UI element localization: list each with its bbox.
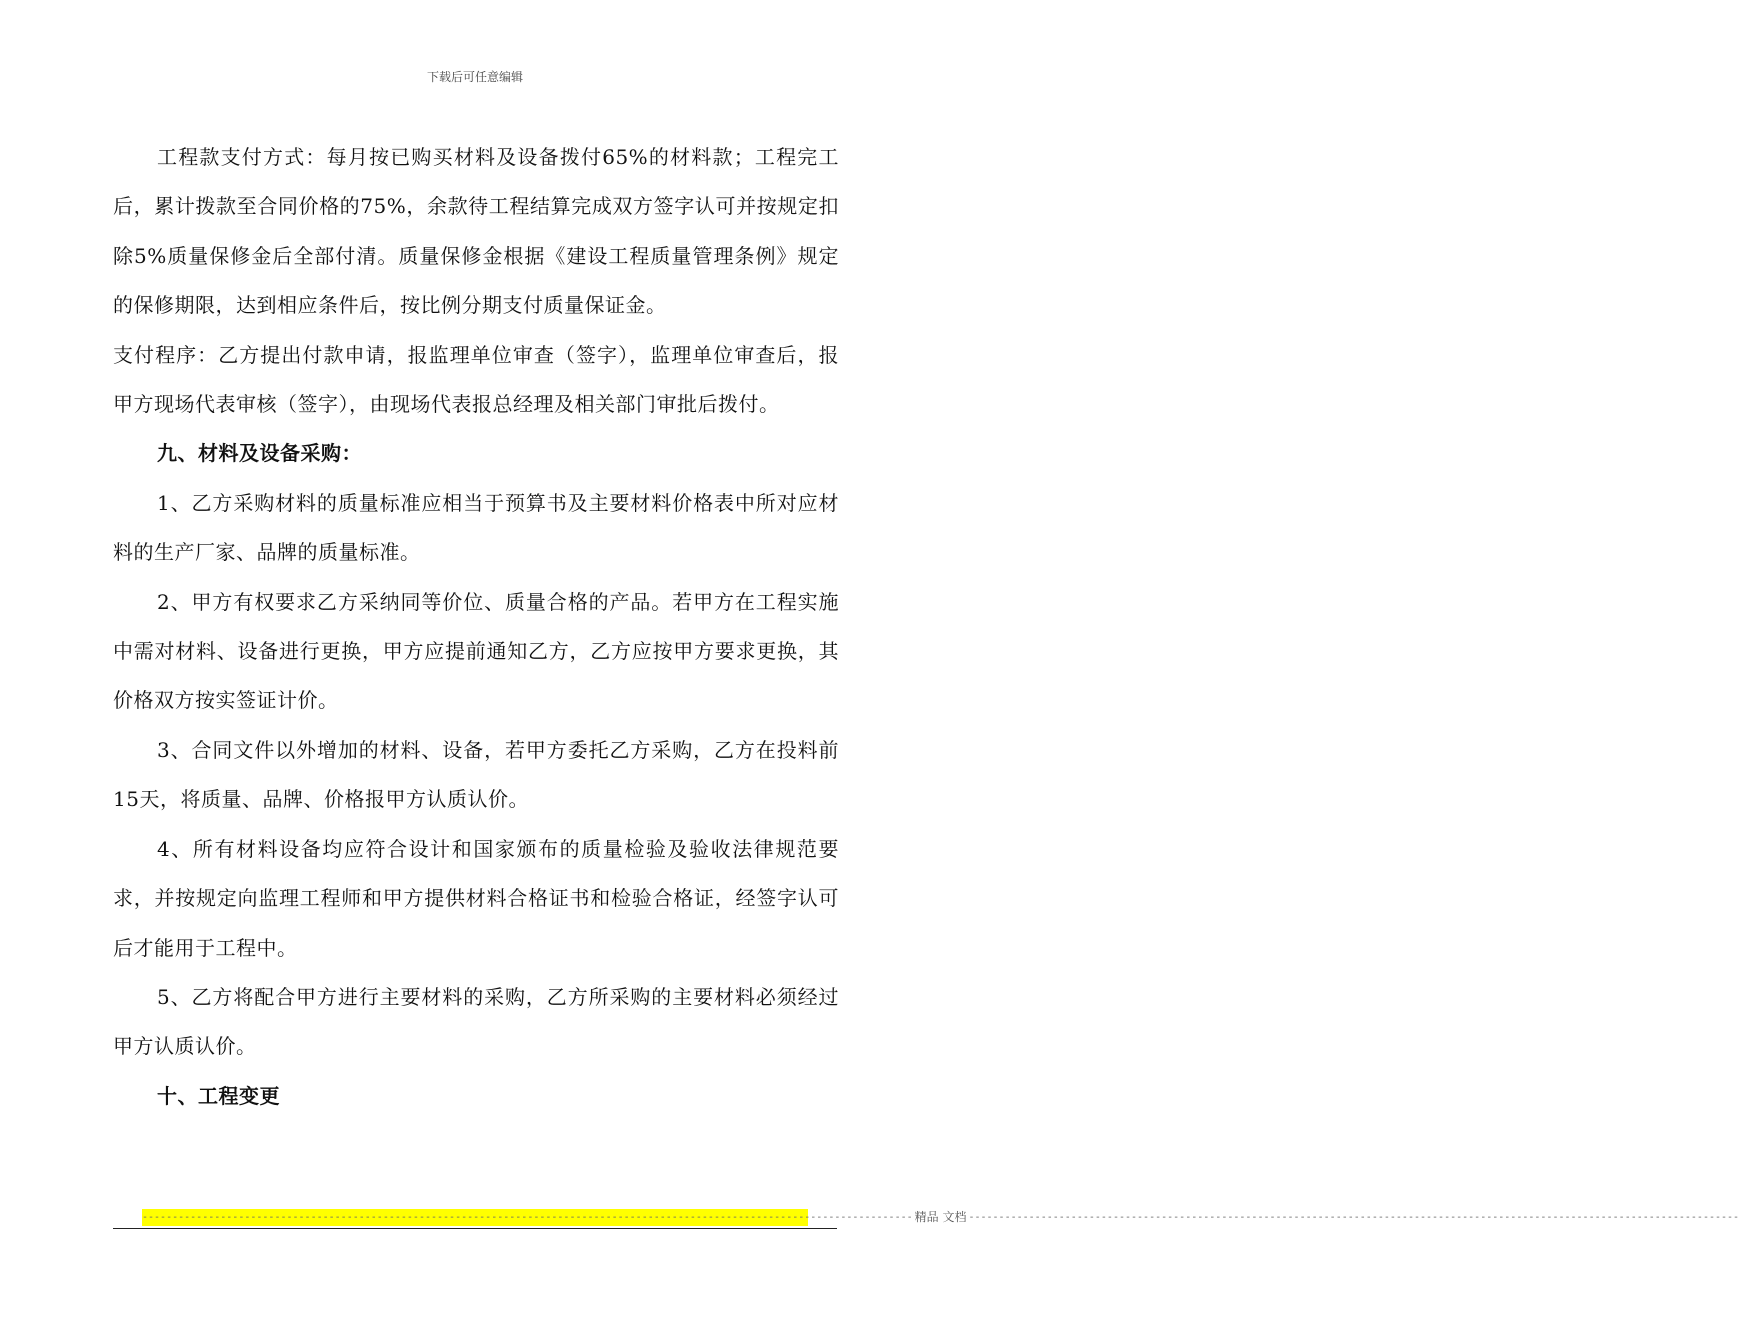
document-body [113,133,839,1121]
section-9-item-1: 1、乙方采购材料的质量标准应相当于预算书及主要材料价格表中所对应材料的生产厂家、品牌的质量标准。 [113,490,839,565]
payment-procedure-paragraph: 支付程序：乙方提出付款申请，报监理单位审查（签字），监理单位审查后，报甲方现场代表审核（签字），由现场代表报总经理及相关部门审批后拨付。 [113,342,839,417]
footer-dashes-left: -------------------------------------------------------------------------------------------------------------------------------- [142,1212,913,1223]
footer-dashes-right: -------------------------------------------------------------------------------------------------------------------------------- [968,1212,1739,1223]
footer-watermark-bar [142,1209,1739,1226]
section-9-item-3: 3、合同文件以外增加的材料、设备，若甲方委托乙方采购，乙方在投料前15天，将质量、品牌、价格报甲方认质认价。 [113,737,839,812]
section-9-item-5: 5、乙方将配合甲方进行主要材料的采购，乙方所采购的主要材料必须经过甲方认质认价。 [113,984,839,1059]
header-note: 下载后可任意编辑 [426,70,523,84]
section-9-item-2: 2、甲方有权要求乙方采纳同等价位、质量合格的产品。若甲方在工程实施中需对材料、设备进行更换，甲方应提前通知乙方，乙方应按甲方要求更换，其价格双方按实签证计价。 [113,589,839,713]
footer-label: 精品 文档 [914,1210,967,1224]
section-9-heading: 九、材料及设备采购： [157,441,362,466]
payment-method-paragraph: 工程款支付方式：每月按已购买材料及设备拨付65%的材料款；工程完工后，累计拨款至合同价格的75%，余款待工程结算完成双方签字认可并按规定扣除5%质量保修金后全部付清。质量保修金根据《建设工程质量管理条例》规定的保修期限，达到相应条件后，按比例分期支付质量保证金。 [113,145,839,318]
section-9-item-4: 4、所有材料设备均应符合设计和国家颁布的质量检验及验收法律规范要求，并按规定向监理工程师和甲方提供材料合格证书和检验合格证，经签字认可后才能用于工程中。 [113,836,839,960]
footer-rule [113,1228,837,1229]
section-10-heading: 十、工程变更 [157,1083,280,1108]
